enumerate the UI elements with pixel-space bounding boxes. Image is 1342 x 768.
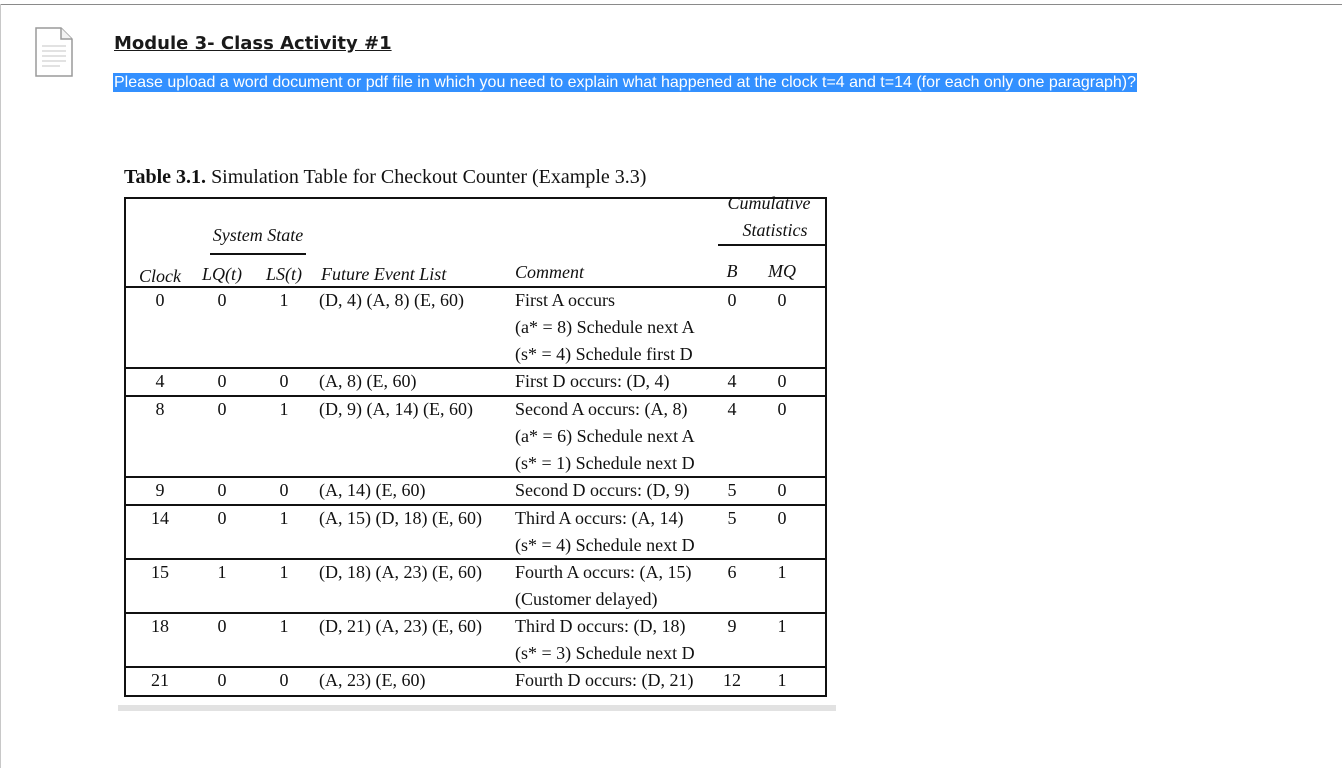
- cell-mq: 0: [777, 371, 787, 391]
- cell-comment: (Customer delayed): [515, 589, 658, 609]
- cell-ls: 1: [279, 290, 289, 310]
- caption-text: Simulation Table for Checkout Counter (Example 3.3): [211, 166, 647, 188]
- cell-b: 6: [727, 562, 737, 582]
- cell-ls: 1: [279, 616, 289, 636]
- system-state-rule: [210, 253, 306, 255]
- cell-b: 9: [727, 616, 737, 636]
- cell-ls: 1: [279, 508, 289, 528]
- cell-comment: Fourth D occurs: (D, 21): [515, 670, 694, 690]
- cell-b: 12: [723, 670, 741, 690]
- cell-ls: 0: [279, 670, 289, 690]
- header-bottom-rule: [124, 286, 827, 288]
- cell-clock: 8: [155, 399, 165, 419]
- cell-mq: 1: [777, 562, 787, 582]
- system-state-header: System State: [212, 225, 304, 245]
- cell-clock: 15: [151, 562, 169, 582]
- cell-comment: Second D occurs: (D, 9): [515, 480, 690, 500]
- table-top-rule: [124, 197, 827, 199]
- cell-clock: 4: [155, 371, 165, 391]
- cell-fel: (D, 9) (A, 14) (E, 60): [319, 399, 473, 419]
- cell-clock: 14: [151, 508, 169, 528]
- cumulative-header: Cumulative: [727, 193, 811, 213]
- cell-lq: 0: [217, 399, 227, 419]
- col-comment: Comment: [515, 262, 584, 282]
- row-separator: [124, 666, 827, 668]
- cell-comment: (s* = 4) Schedule next D: [515, 535, 695, 555]
- cell-comment: (s* = 1) Schedule next D: [515, 453, 695, 473]
- cell-b: 0: [727, 290, 737, 310]
- document-icon[interactable]: [34, 26, 74, 78]
- instructions-text: Please upload a word document or pdf file in which you need to explain what happened at the clock t=4 and t=14 (for each only one paragraph)?: [114, 74, 1137, 91]
- row-separator: [124, 476, 827, 478]
- cell-comment: Second A occurs: (A, 8): [515, 399, 688, 419]
- activity-title[interactable]: Module 3- Class Activity #1: [114, 33, 392, 54]
- caption-label: Table 3.1.: [124, 166, 207, 188]
- row-separator: [124, 612, 827, 614]
- cumulative-rule: [718, 244, 827, 246]
- cell-mq: 0: [777, 508, 787, 528]
- cell-fel: (D, 21) (A, 23) (E, 60): [319, 616, 482, 636]
- cell-comment: (s* = 4) Schedule first D: [515, 344, 693, 364]
- cell-mq: 0: [777, 399, 787, 419]
- col-ls: LS(t): [266, 264, 302, 284]
- cell-lq: 0: [217, 480, 227, 500]
- table-right-rule: [825, 197, 827, 697]
- cell-clock: 21: [151, 670, 169, 690]
- cell-fel: (A, 15) (D, 18) (E, 60): [319, 508, 482, 528]
- cell-mq: 0: [777, 290, 787, 310]
- cell-b: 4: [727, 399, 737, 419]
- cell-comment: First A occurs: [515, 290, 616, 310]
- cell-fel: (D, 18) (A, 23) (E, 60): [319, 562, 482, 582]
- window-top-border: [0, 4, 1342, 5]
- col-lq: LQ(t): [202, 264, 242, 284]
- cell-clock: 0: [155, 290, 165, 310]
- cell-ls: 1: [279, 562, 289, 582]
- cell-comment: Third A occurs: (A, 14): [515, 508, 684, 528]
- cell-clock: 18: [151, 616, 169, 636]
- cell-clock: 9: [155, 480, 165, 500]
- statistics-header-text: Statistics: [742, 220, 808, 240]
- cell-mq: 1: [777, 616, 787, 636]
- cell-lq: 0: [217, 371, 227, 391]
- row-separator: [124, 504, 827, 506]
- cell-fel: (A, 8) (E, 60): [319, 371, 417, 391]
- cell-lq: 0: [217, 616, 227, 636]
- col-b: B: [726, 261, 738, 281]
- row-separator: [124, 558, 827, 560]
- cell-b: 5: [727, 508, 737, 528]
- cell-comment: (a* = 6) Schedule next A: [515, 426, 695, 446]
- table-left-rule: [124, 197, 126, 697]
- cell-lq: 0: [217, 508, 227, 528]
- cell-comment: Fourth A occurs: (A, 15): [515, 562, 692, 582]
- cell-fel: (A, 23) (E, 60): [319, 670, 426, 690]
- col-fel: Future Event List: [321, 264, 447, 284]
- simulation-table: [124, 190, 827, 697]
- cell-b: 5: [727, 480, 737, 500]
- cell-ls: 0: [279, 371, 289, 391]
- cell-fel: (D, 4) (A, 8) (E, 60): [319, 290, 464, 310]
- cell-comment: First D occurs: (D, 4): [515, 371, 670, 391]
- window-left-border: [0, 4, 1, 768]
- cell-lq: 0: [217, 670, 227, 690]
- cell-fel: (A, 14) (E, 60): [319, 480, 426, 500]
- cell-mq: 0: [777, 480, 787, 500]
- table-caption: [124, 166, 646, 189]
- row-separator: [124, 367, 827, 369]
- cell-mq: 1: [777, 670, 787, 690]
- cell-ls: 1: [279, 399, 289, 419]
- col-clock: Clock: [139, 266, 181, 286]
- cell-comment: Third D occurs: (D, 18): [515, 616, 686, 636]
- cell-b: 4: [727, 371, 737, 391]
- table-bottom-rule: [124, 695, 827, 697]
- cell-ls: 0: [279, 480, 289, 500]
- cell-comment: (a* = 8) Schedule next A: [515, 317, 695, 337]
- row-separator: [124, 395, 827, 397]
- image-bottom-edge: [118, 705, 836, 711]
- cell-lq: 0: [217, 290, 227, 310]
- col-mq: MQ: [768, 261, 796, 281]
- cell-comment: (s* = 3) Schedule next D: [515, 643, 695, 663]
- cell-lq: 1: [217, 562, 227, 582]
